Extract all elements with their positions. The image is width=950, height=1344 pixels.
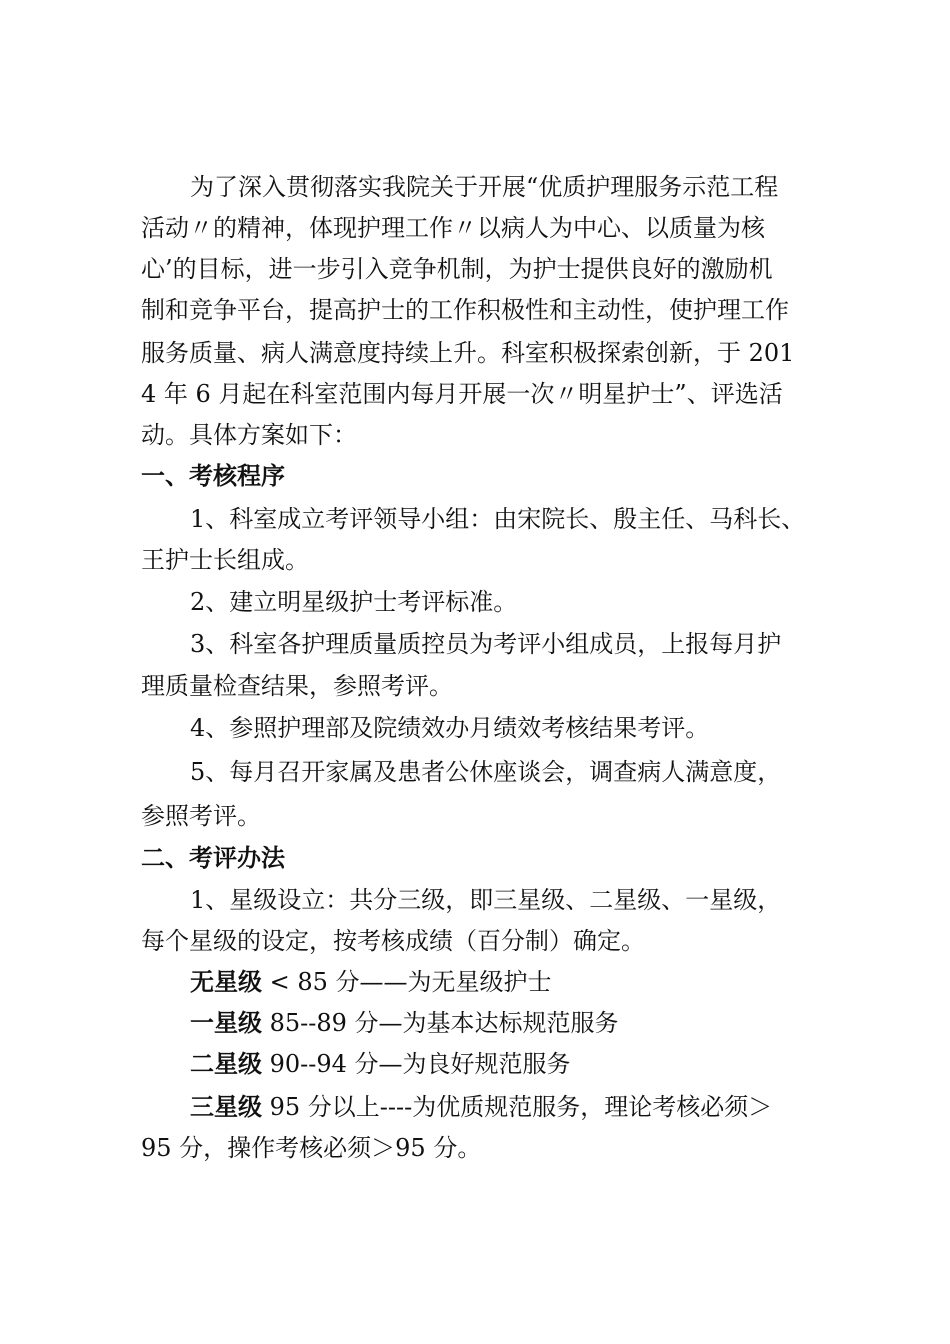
procedure-item-4: 4、参照护理部及院绩效办月绩效考核结果考评。	[190, 714, 710, 742]
star-level-two	[190, 1044, 571, 1084]
procedure-item-1a: 1、科室成立考评领导小组：由宋院长、殷主任、马科长、	[190, 505, 806, 533]
star-level-desc: 85--89 分—为基本达标规范服务	[262, 1009, 619, 1037]
star-level-name: 无星级	[190, 967, 262, 996]
intro-line-4: 制和竞争平台，提高护士的工作积极性和主动性，使护理工作	[141, 296, 789, 324]
procedure-item-3b: 理质量检查结果，参照考评。	[141, 672, 453, 700]
intro-line-1: 为了深入贯彻落实我院关于开展“优质护理服务示范工程	[190, 173, 779, 201]
star-level-desc: 95 分以上----为优质规范服务，理论考核必须＞	[262, 1093, 773, 1121]
method-item-1b: 每个星级的设定，按考核成绩（百分制）确定。	[141, 927, 645, 955]
procedure-item-5a: 5、每月召开家属及患者公休座谈会，调查病人满意度，	[190, 758, 782, 786]
procedure-item-5b: 参照考评。	[141, 802, 261, 830]
intro-line-6: 4 年 6 月起在科室范围内每月开展一次〃明星护士”、评选活	[141, 380, 783, 408]
star-level-name: 一星级	[190, 1008, 262, 1037]
star-level-name: 二星级	[190, 1049, 262, 1078]
intro-line-5: 服务质量、病人满意度持续上升。科室积极探索创新，于 201	[141, 339, 795, 367]
star-level-none	[190, 962, 552, 1002]
star-level-three-cont: 95 分，操作考核必须＞95 分。	[141, 1134, 482, 1162]
star-level-one	[190, 1003, 619, 1043]
section-heading-procedure: 一、考核程序	[141, 462, 285, 490]
intro-line-3: 心’的目标，进一步引入竞争机制，为护士提供良好的激励机	[141, 255, 773, 283]
star-level-desc: < 85 分——为无星级护士	[262, 968, 552, 996]
section-heading-method: 二、考评办法	[141, 844, 285, 872]
procedure-item-3a: 3、科室各护理质量质控员为考评小组成员，上报每月护	[190, 630, 782, 658]
star-level-three	[190, 1087, 772, 1127]
intro-line-7: 动。具体方案如下：	[141, 421, 357, 449]
procedure-item-2: 2、建立明星级护士考评标准。	[190, 588, 518, 616]
star-level-name: 三星级	[190, 1092, 262, 1121]
method-item-1a: 1、星级设立：共分三级，即三星级、二星级、一星级，	[190, 886, 782, 914]
intro-line-2: 活动〃的精神，体现护理工作〃以病人为中心、以质量为核	[141, 214, 765, 242]
procedure-item-1b: 王护士长组成。	[141, 546, 309, 574]
star-level-desc: 90--94 分—为良好规范服务	[262, 1050, 571, 1078]
